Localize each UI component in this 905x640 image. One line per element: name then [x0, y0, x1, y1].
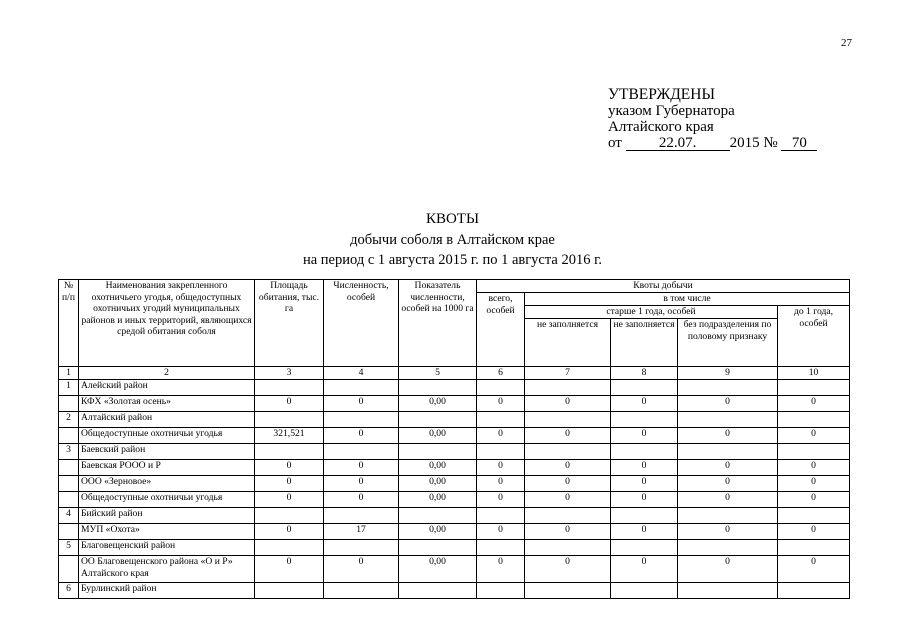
value-cell: 0: [611, 460, 678, 476]
empty-cell: [255, 380, 324, 396]
value-cell: 0: [778, 556, 850, 583]
empty-cell: [778, 444, 850, 460]
value-cell: 0: [255, 460, 324, 476]
empty-cell: [399, 583, 477, 599]
value-cell: 0: [525, 524, 611, 540]
header-col10: до 1 года, особей: [778, 306, 850, 367]
empty-cell: [678, 444, 778, 460]
table-row: [59, 556, 850, 583]
value-cell: 0: [525, 396, 611, 412]
value-cell: 0: [525, 428, 611, 444]
header-older: старше 1 года, особей: [525, 306, 778, 319]
value-cell: 0: [255, 524, 324, 540]
value-cell: 0: [611, 492, 678, 508]
header-including: в том числе: [525, 293, 850, 306]
value-cell: 0: [678, 396, 778, 412]
value-cell: 0: [324, 556, 399, 583]
hunting-ground-name: Общедоступные охотничьи угодья: [79, 428, 255, 444]
empty-cell: [611, 412, 678, 428]
column-number-row: [59, 367, 850, 380]
hunting-ground-name: ОО Благовещенского района «О и Р» Алтайского края: [79, 556, 255, 583]
header-total: всего, особей: [477, 293, 525, 367]
empty-cell: [525, 508, 611, 524]
value-cell: 0: [778, 476, 850, 492]
empty-cell: [778, 508, 850, 524]
empty-cell: [678, 380, 778, 396]
empty-cell: [778, 540, 850, 556]
col-number: 4: [324, 367, 399, 380]
row-number: [59, 492, 79, 508]
row-number: [59, 460, 79, 476]
header-col7: не заполняется: [525, 319, 611, 367]
row-number: 2: [59, 412, 79, 428]
empty-cell: [324, 540, 399, 556]
col-number: 7: [525, 367, 611, 380]
empty-cell: [324, 508, 399, 524]
empty-cell: [611, 380, 678, 396]
row-number: 5: [59, 540, 79, 556]
empty-cell: [255, 412, 324, 428]
empty-cell: [611, 508, 678, 524]
value-cell: 0: [255, 396, 324, 412]
value-cell: 0: [678, 428, 778, 444]
page-number: 27: [841, 37, 852, 49]
empty-cell: [611, 583, 678, 599]
value-cell: 0: [611, 428, 678, 444]
value-cell: 0,00: [399, 396, 477, 412]
district-row: [59, 540, 850, 556]
approval-date: 22.07.: [626, 136, 730, 151]
empty-cell: [525, 444, 611, 460]
value-cell: 0: [324, 492, 399, 508]
table-row: [59, 396, 850, 412]
col-number: 8: [611, 367, 678, 380]
row-number: [59, 476, 79, 492]
empty-cell: [399, 444, 477, 460]
empty-cell: [255, 444, 324, 460]
row-number: [59, 428, 79, 444]
table-row: [59, 476, 850, 492]
empty-cell: [477, 380, 525, 396]
value-cell: 0: [611, 396, 678, 412]
value-cell: 0: [778, 396, 850, 412]
district-name: Благовещенский район: [79, 540, 255, 556]
district-name: Бурлинский район: [79, 583, 255, 599]
district-row: [59, 412, 850, 428]
empty-cell: [255, 583, 324, 599]
empty-cell: [778, 412, 850, 428]
district-name: Алейский район: [79, 380, 255, 396]
value-cell: 0: [477, 524, 525, 540]
row-number: 4: [59, 508, 79, 524]
hunting-ground-name: Баевская РООО и Р: [79, 460, 255, 476]
value-cell: 0: [778, 460, 850, 476]
empty-cell: [525, 412, 611, 428]
value-cell: 0: [678, 492, 778, 508]
empty-cell: [678, 540, 778, 556]
empty-cell: [525, 540, 611, 556]
approval-number: 70: [781, 136, 817, 151]
district-row: [59, 508, 850, 524]
row-number: [59, 524, 79, 540]
value-cell: 0: [778, 428, 850, 444]
value-cell: 0: [255, 556, 324, 583]
value-cell: 0: [324, 428, 399, 444]
empty-cell: [678, 583, 778, 599]
district-name: Баевский район: [79, 444, 255, 460]
district-row: [59, 583, 850, 599]
empty-cell: [678, 508, 778, 524]
value-cell: 0: [477, 396, 525, 412]
district-name: Алтайский район: [79, 412, 255, 428]
value-cell: 0: [255, 492, 324, 508]
value-cell: 0: [477, 460, 525, 476]
header-col9: без подразделения по половому признаку: [678, 319, 778, 367]
empty-cell: [477, 583, 525, 599]
quota-table: [58, 279, 850, 599]
row-number: 3: [59, 444, 79, 460]
document-subtitle: добычи соболя в Алтайском крае: [350, 232, 555, 248]
empty-cell: [477, 508, 525, 524]
empty-cell: [778, 380, 850, 396]
approval-region: Алтайского края: [608, 119, 714, 135]
col-number: 5: [399, 367, 477, 380]
approval-date-line: [608, 135, 817, 151]
value-cell: 0,00: [399, 460, 477, 476]
header-name: Наименования закрепленного охотничьего угодья, общедоступных охотничьих угодий муниципальных районов и иных территорий, являющихся средой обитания соболя: [79, 280, 255, 367]
value-cell: 0: [477, 428, 525, 444]
table-row: [59, 428, 850, 444]
empty-cell: [324, 583, 399, 599]
value-cell: 0,00: [399, 476, 477, 492]
empty-cell: [678, 412, 778, 428]
col-number: 2: [79, 367, 255, 380]
document-title: КВОТЫ: [425, 211, 480, 227]
empty-cell: [255, 540, 324, 556]
header-area: Площадь обитания, тыс. га: [255, 280, 324, 367]
empty-cell: [255, 508, 324, 524]
empty-cell: [399, 508, 477, 524]
district-row: [59, 444, 850, 460]
value-cell: 0: [477, 476, 525, 492]
approval-block: [608, 87, 817, 151]
header-quotas: Квоты добычи: [477, 280, 850, 293]
empty-cell: [525, 380, 611, 396]
district-name: Бийский район: [79, 508, 255, 524]
row-number: [59, 396, 79, 412]
value-cell: 0: [255, 476, 324, 492]
value-cell: 0: [678, 476, 778, 492]
empty-cell: [399, 412, 477, 428]
header-count: Численность, особей: [324, 280, 399, 367]
value-cell: 0: [324, 460, 399, 476]
col-number: 1: [59, 367, 79, 380]
empty-cell: [477, 412, 525, 428]
empty-cell: [399, 540, 477, 556]
approval-decree: указом Губернатора: [608, 103, 735, 119]
value-cell: 321,521: [255, 428, 324, 444]
value-cell: 17: [324, 524, 399, 540]
value-cell: 0: [525, 556, 611, 583]
value-cell: 0: [477, 556, 525, 583]
value-cell: 0: [678, 524, 778, 540]
value-cell: 0,00: [399, 556, 477, 583]
value-cell: 0: [778, 524, 850, 540]
value-cell: 0: [324, 396, 399, 412]
value-cell: 0: [611, 476, 678, 492]
hunting-ground-name: ООО «Зерновое»: [79, 476, 255, 492]
value-cell: 0: [611, 524, 678, 540]
approval-title: УТВЕРЖДЕНЫ: [608, 86, 715, 103]
hunting-ground-name: МУП «Охота»: [79, 524, 255, 540]
empty-cell: [399, 380, 477, 396]
value-cell: 0: [525, 492, 611, 508]
empty-cell: [477, 444, 525, 460]
value-cell: 0: [678, 556, 778, 583]
col-number: 10: [778, 367, 850, 380]
hunting-ground-name: КФХ «Золотая осень»: [79, 396, 255, 412]
value-cell: 0: [525, 460, 611, 476]
table-row: [59, 460, 850, 476]
header-col8: не заполняется: [611, 319, 678, 367]
table-row: [59, 524, 850, 540]
empty-cell: [525, 583, 611, 599]
header-num: № п/п: [59, 280, 79, 367]
empty-cell: [477, 540, 525, 556]
quota-table-body: [59, 280, 850, 599]
value-cell: 0,00: [399, 492, 477, 508]
row-number: 1: [59, 380, 79, 396]
value-cell: 0: [477, 492, 525, 508]
hunting-ground-name: Общедоступные охотничьи угодья: [79, 492, 255, 508]
col-number: 6: [477, 367, 525, 380]
value-cell: 0: [525, 476, 611, 492]
document-period: на период с 1 августа 2015 г. по 1 августа 2016 г.: [302, 252, 603, 268]
value-cell: 0,00: [399, 428, 477, 444]
row-number: [59, 556, 79, 583]
empty-cell: [778, 583, 850, 599]
value-cell: 0: [678, 460, 778, 476]
empty-cell: [611, 444, 678, 460]
district-row: [59, 380, 850, 396]
empty-cell: [324, 444, 399, 460]
approval-year: 2015 №: [729, 135, 778, 151]
col-number: 3: [255, 367, 324, 380]
empty-cell: [324, 380, 399, 396]
approval-from-label: от: [608, 135, 622, 151]
table-row: [59, 492, 850, 508]
value-cell: 0: [778, 492, 850, 508]
row-number: 6: [59, 583, 79, 599]
header-density: Показатель численности, особей на 1000 га: [399, 280, 477, 367]
empty-cell: [324, 412, 399, 428]
value-cell: 0: [611, 556, 678, 583]
col-number: 9: [678, 367, 778, 380]
empty-cell: [611, 540, 678, 556]
value-cell: 0,00: [399, 524, 477, 540]
value-cell: 0: [324, 476, 399, 492]
